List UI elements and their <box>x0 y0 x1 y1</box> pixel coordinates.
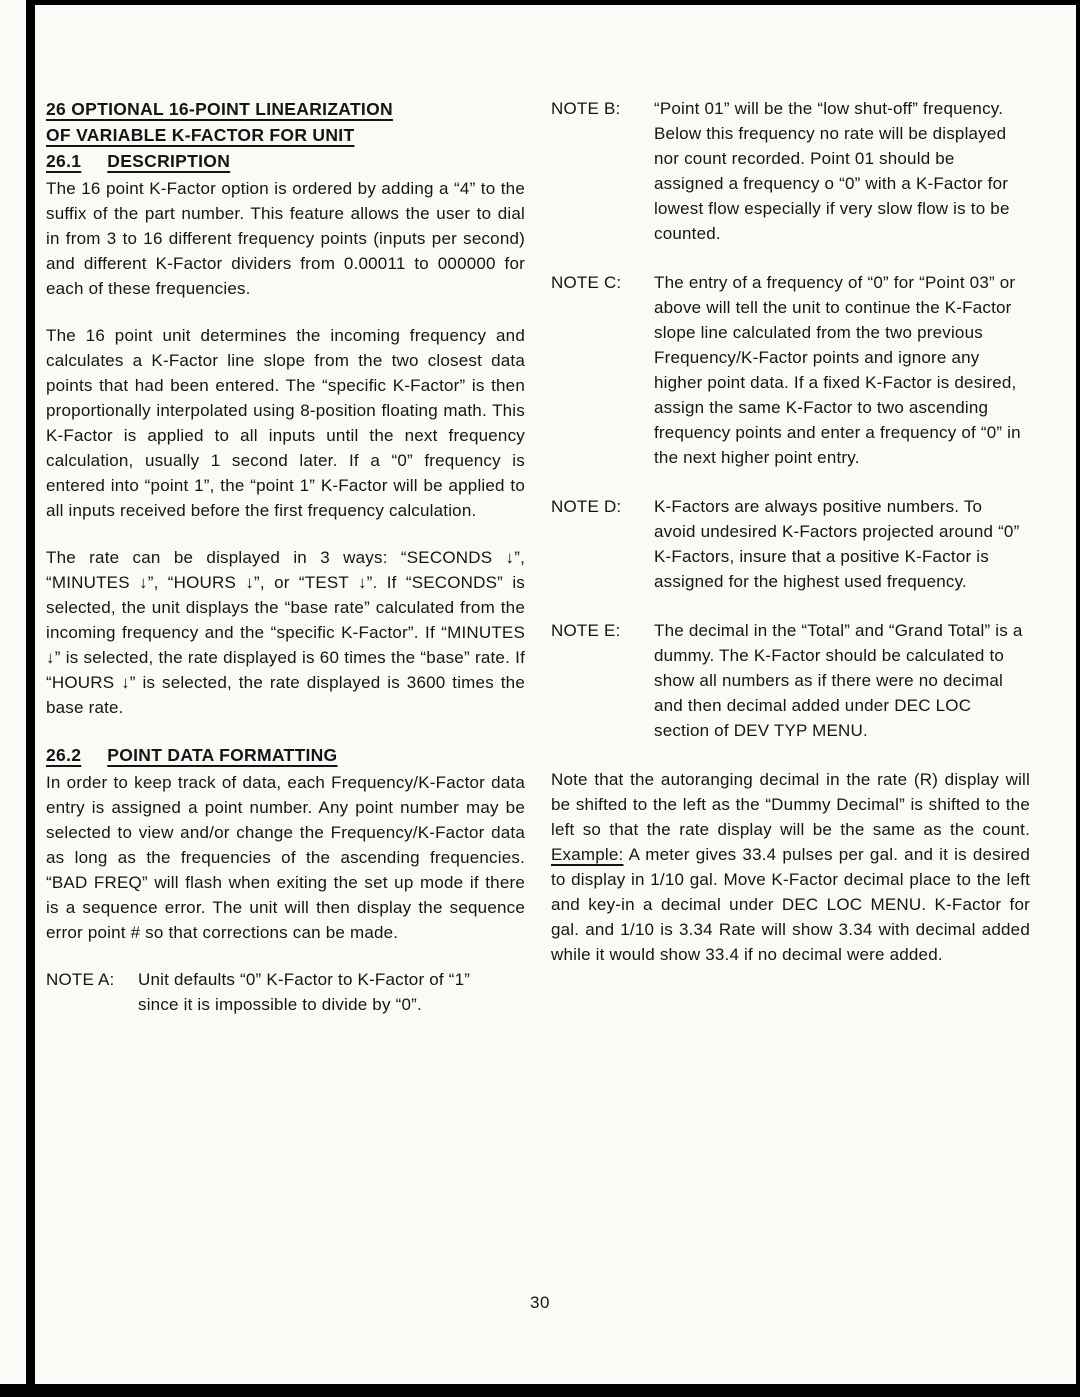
note-e <box>551 618 1030 743</box>
note-a-text: Unit defaults “0” K-Factor to K-Factor of “1” since it is impossible to divide by “0”. <box>138 970 471 1014</box>
heading-26-1 <box>46 148 525 174</box>
note-e-label: NOTE E: <box>551 621 621 640</box>
closing-paragraph-text-2: A meter gives 33.4 pulses per gal. and it is desired to display in 1/10 gal. Move K-Factor decimal place to the left and key-in a decimal under DEC LOC MENU. K-Factor for gal. and 1/10 is 3.34 Rate will show 3.34 with decimal added while it would show 33.4 if no decimal were added. <box>551 845 1030 964</box>
page-number: 30 <box>530 1293 550 1312</box>
heading-26-1-text: DESCRIPTION <box>107 151 231 171</box>
note-c-text: The entry of a frequency of “0” for “Point 03” or above will tell the unit to continue the K-Factor slope line calculated from the two previous Frequency/K-Factor points and ignore any higher point data. If a fixed K-Factor is desired, assign the same K-Factor to two ascending frequency points and enter a frequency of “0” in the next higher point entry. <box>654 273 1021 467</box>
description-paragraph-1: The 16 point K-Factor option is ordered by adding a “4” to the suffix of the part number. This feature allows the user to dial in from 3 to 16 different frequency points (inputs per second) and different K-Factor dividers from 0.00011 to 000000 for each of these frequencies. <box>46 179 525 298</box>
note-b <box>551 96 1030 246</box>
note-c-label: NOTE C: <box>551 273 622 292</box>
note-b-text: “Point 01” will be the “low shut-off” frequency. Below this frequency no rate will be displayed nor count recorded. Point 01 should be assigned a frequency o “0” with a K-Factor for lowest flow especially if very slow flow is to be counted. <box>654 99 1010 243</box>
note-b-label: NOTE B: <box>551 99 621 118</box>
closing-paragraph-text-1: Note that the autoranging decimal in the rate (R) display will be shifted to the left as the “Dummy Decimal” is shifted to the left so that the rate display will be the same as the count. <box>551 770 1030 839</box>
scan-border-left <box>26 0 35 1397</box>
right-column <box>551 96 1030 1041</box>
description-paragraph-3: The rate can be displayed in 3 ways: “SECONDS ↓”, “MINUTES ↓”, “HOURS ↓”, or “TEST ↓”. If “SECONDS” is selected, the unit displays the “base rate” calculated from the incoming frequency and the “specific K-Factor”. If “MINUTES ↓” is selected, the rate displayed is 60 times the “base” rate. If “HOURS ↓” is selected, the rate displayed is 3600 times the base rate. <box>46 548 525 717</box>
scan-border-right <box>1076 0 1080 1397</box>
description-paragraph-2: The 16 point unit determines the incoming frequency and calculates a K-Factor line slope from the two closest data points that had been entered. The “specific K-Factor” is then proportionally interpolated using 8-position floating math. This K-Factor is applied to all inputs until the next frequency calculation, usually 1 second later. If a “0” frequency is entered into “point 1”, the “point 1” K-Factor will be applied to all inputs received before the first frequency calculation. <box>46 326 525 520</box>
scan-border-bottom <box>0 1384 1080 1397</box>
note-d-text: K-Factors are always positive numbers. To avoid undesired K-Factors projected around “0” K-Factors, insure that a positive K-Factor is assigned for the highest used frequency. <box>654 497 1020 591</box>
formatting-paragraph: In order to keep track of data, each Frequency/K-Factor data entry is assigned a point number. Any point number may be selected to view and/or change the Frequency/K-Factor data as long as the frequencies of the ascending frequencies. “BAD FREQ” will flash when exiting the set up mode if there is a sequence error. The unit will then display the sequence error point # so that corrections can be made. <box>46 773 525 942</box>
left-column <box>46 96 525 1041</box>
note-a <box>46 967 525 1017</box>
section-title-line-2: OF VARIABLE K-FACTOR FOR UNIT <box>46 125 355 145</box>
page-content <box>46 96 1030 1041</box>
heading-26-2-number: 26.2 <box>46 745 82 765</box>
note-a-label: NOTE A: <box>46 970 115 989</box>
note-e-text: The decimal in the “Total” and “Grand Total” is a dummy. The K-Factor should be calculated to show all numbers as if there were no decimal and then decimal added under DEC LOC section of DEV TYP MENU. <box>654 621 1023 740</box>
note-c <box>551 270 1030 470</box>
heading-26-2 <box>46 742 525 768</box>
scan-border-top <box>26 0 1080 5</box>
heading-26-2-text: POINT DATA FORMATTING <box>107 745 338 765</box>
section-title <box>46 96 525 148</box>
heading-26-1-number: 26.1 <box>46 151 82 171</box>
note-d <box>551 494 1030 594</box>
section-title-line-1: 26 OPTIONAL 16-POINT LINEARIZATION <box>46 99 393 119</box>
closing-paragraph <box>551 767 1030 967</box>
closing-paragraph-example-label: Example: <box>551 845 624 864</box>
note-d-label: NOTE D: <box>551 497 622 516</box>
